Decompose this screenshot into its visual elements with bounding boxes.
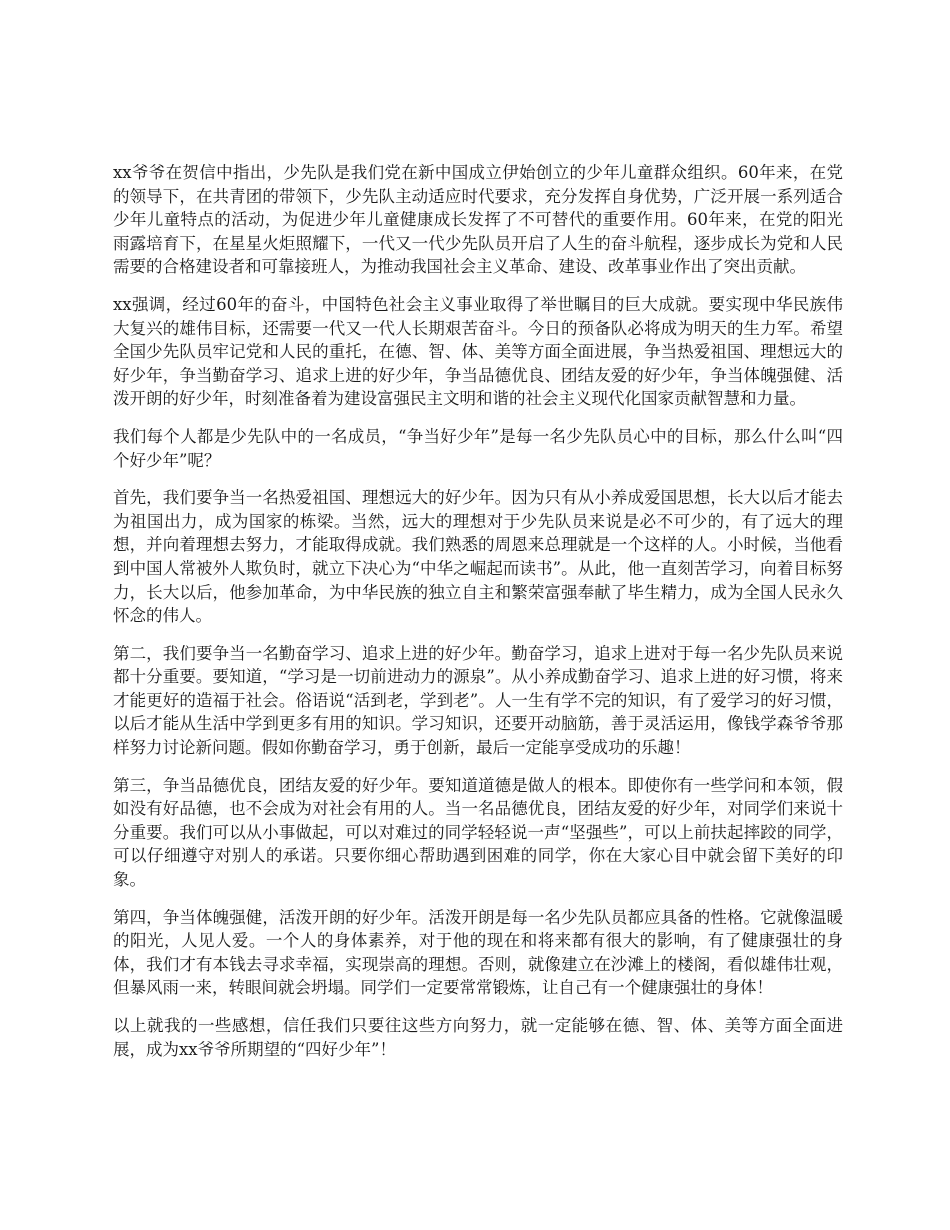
paragraph-1: xx爷爷在贺信中指出，少先队是我们党在新中国成立伊始创立的少年儿童群众组织。60年来，在党的领导下，在共青团的带领下，少先队主动适应时代要求，充分发挥自身优势，广泛开展一系列适合少年儿童特点的活动，为促进少年儿童健康成长发挥了不可替代的重要作用。60年来，在党的阳光雨露培育下，在星星火炬照耀下，一代又一代少先队员开启了人生的奋斗航程，逐步成长为党和人民需要的合格建设者和可靠接班人，为推动我国社会主义革命、建设、改革事业作出了突出贡献。 bbox=[113, 163, 843, 277]
paragraph-6: 第三，争当品德优良，团结友爱的好少年。要知道道德是做人的根本。即使你有一些学问和本领，假如没有好品德，也不会成为对社会有用的人。当一名品德优良，团结友爱的好少年，对同学们来说十分重要。我们可以从小事做起，可以对难过的同学轻轻说一声“坚强些”，可以上前扶起摔跤的同学，可以仔细遵守对别人的承诺。只要你细心帮助遇到困难的同学，你在大家心目中就会留下美好的印象。 bbox=[113, 775, 843, 890]
paragraph-4: 首先，我们要争当一名热爱祖国、理想远大的好少年。因为只有从小养成爱国思想，长大以后才能去为祖国出力，成为国家的栋梁。当然，远大的理想对于少先队员来说是必不可少的，有了远大的理想，并向着理想去努力，才能取得成就。我们熟悉的周恩来总理就是一个这样的人。小时候，当他看到中国人常被外人欺负时，就立下决心为“中华之崛起而读书”。从此，他一直刻苦学习，向着目标努力，长大以后，他参加革命，为中华民族的独立自主和繁荣富强奉献了毕生精力，成为全国人民永久怀念的伟人。 bbox=[113, 488, 843, 626]
paragraph-2: xx强调，经过60年的奋斗，中国特色社会主义事业取得了举世瞩目的巨大成就。要实现中华民族伟大复兴的雄伟目标，还需要一代又一代人长期艰苦奋斗。今日的预备队必将成为明天的生力军。希望全国少先队员牢记党和人民的重托，在德、智、体、美等方面全面进展，争当热爱祖国、理想远大的好少年，争当勤奋学习、追求上进的好少年，争当品德优良、团结友爱的好少年，争当体魄强健、活泼开朗的好少年，时刻准备着为建设富强民主文明和谐的社会主义现代化国家贡献智慧和力量。 bbox=[113, 294, 843, 409]
paragraph-7: 第四，争当体魄强健，活泼开朗的好少年。活泼开朗是每一名少先队员都应具备的性格。它就像温暖的阳光，人见人爱。一个人的身体素养，对于他的现在和将来都有很大的影响，有了健康强壮的身体，我们才有本钱去寻求幸福，实现崇高的理想。否则，就像建立在沙滩上的楼阁，看似雄伟壮观，但暴风雨一来，转眼间就会坍塌。同学们一定要常常锻炼，让自己有一个健康强壮的身体！ bbox=[113, 907, 843, 998]
paragraph-5: 第二，我们要争当一名勤奋学习、追求上进的好少年。勤奋学习，追求上进对于每一名少先队员来说都十分重要。要知道，“学习是一切前进动力的源泉”。从小养成勤奋学习、追求上进的好习惯，将来才能更好的造福于社会。俗语说“活到老，学到老”。人一生有学不完的知识，有了爱学习的好习惯，以后才能从生活中学到更多有用的知识。学习知识，还要开动脑筋，善于灵活运用，像钱学森爷爷那样努力讨论新问题。假如你勤奋学习，勇于创新，最后一定能享受成功的乐趣！ bbox=[113, 643, 843, 758]
document-body bbox=[113, 161, 843, 1075]
paragraph-3: 我们每个人都是少先队中的一名成员，“争当好少年”是每一名少先队员心中的目标，那么什么叫“四个好少年”呢？ bbox=[113, 426, 843, 470]
paragraph-8: 以上就我的一些感想，信任我们只要往这些方向努力，就一定能够在德、智、体、美等方面全面进展，成为xx爷爷所期望的“四好少年”！ bbox=[113, 1016, 843, 1059]
